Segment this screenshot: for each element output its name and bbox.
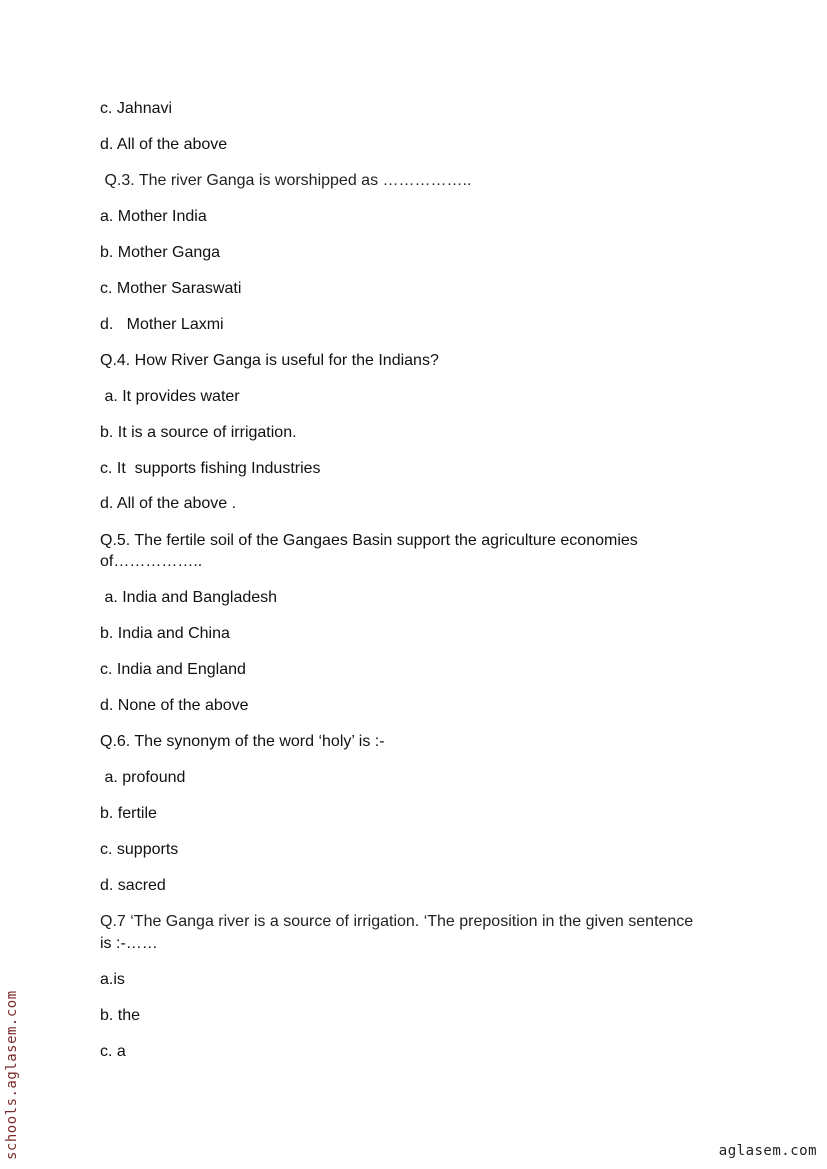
- watermark-left: schools.aglasem.com: [4, 990, 20, 1160]
- option-q5-b: b. India and China: [100, 625, 230, 642]
- option-q6-a: a. profound: [100, 769, 186, 786]
- question-6-stem: Q.6. The synonym of the word ‘holy’ is :-: [100, 733, 385, 750]
- option-q3-c: c. Mother Saraswati: [100, 280, 242, 297]
- option-q2-d: d. All of the above: [100, 136, 228, 153]
- option-q7-b: b. the: [100, 1007, 141, 1024]
- option-q6-d: d. sacred: [100, 877, 166, 894]
- question-7-stem-line-2: is :-……: [100, 935, 158, 952]
- option-q3-d: d. Mother Laxmi: [100, 316, 224, 333]
- option-q7-c: c. a: [100, 1043, 126, 1060]
- option-q5-c: c. India and England: [100, 661, 246, 678]
- question-3-stem: Q.3. The river Ganga is worshipped as ……………..: [100, 172, 472, 189]
- option-q6-c: c. supports: [100, 841, 179, 858]
- option-q7-a: a.is: [100, 971, 125, 988]
- option-q4-d: d. All of the above .: [100, 495, 237, 512]
- option-q3-a: a. Mother India: [100, 208, 207, 225]
- question-5-stem-line-1: Q.5. The fertile soil of the Gangaes Basin support the agriculture economies: [100, 532, 638, 549]
- option-q4-c: c. It supports fishing Industries: [100, 460, 321, 477]
- option-q4-a: a. It provides water: [100, 388, 240, 405]
- option-q5-d: d. None of the above: [100, 697, 249, 714]
- watermark-right: aglasem.com: [718, 1143, 817, 1159]
- question-7-stem-line-1: Q.7 ‘The Ganga river is a source of irrigation. ‘The preposition in the given sentence: [100, 913, 694, 930]
- option-q4-b: b. It is a source of irrigation.: [100, 424, 297, 441]
- question-4-stem: Q.4. How River Ganga is useful for the Indians?: [100, 352, 439, 369]
- option-q3-b: b. Mother Ganga: [100, 244, 221, 261]
- option-q6-b: b. fertile: [100, 805, 157, 822]
- question-5-stem-line-2: of……………..: [100, 553, 203, 570]
- option-q5-a: a. India and Bangladesh: [100, 589, 278, 606]
- option-q2-c: c. Jahnavi: [100, 100, 173, 117]
